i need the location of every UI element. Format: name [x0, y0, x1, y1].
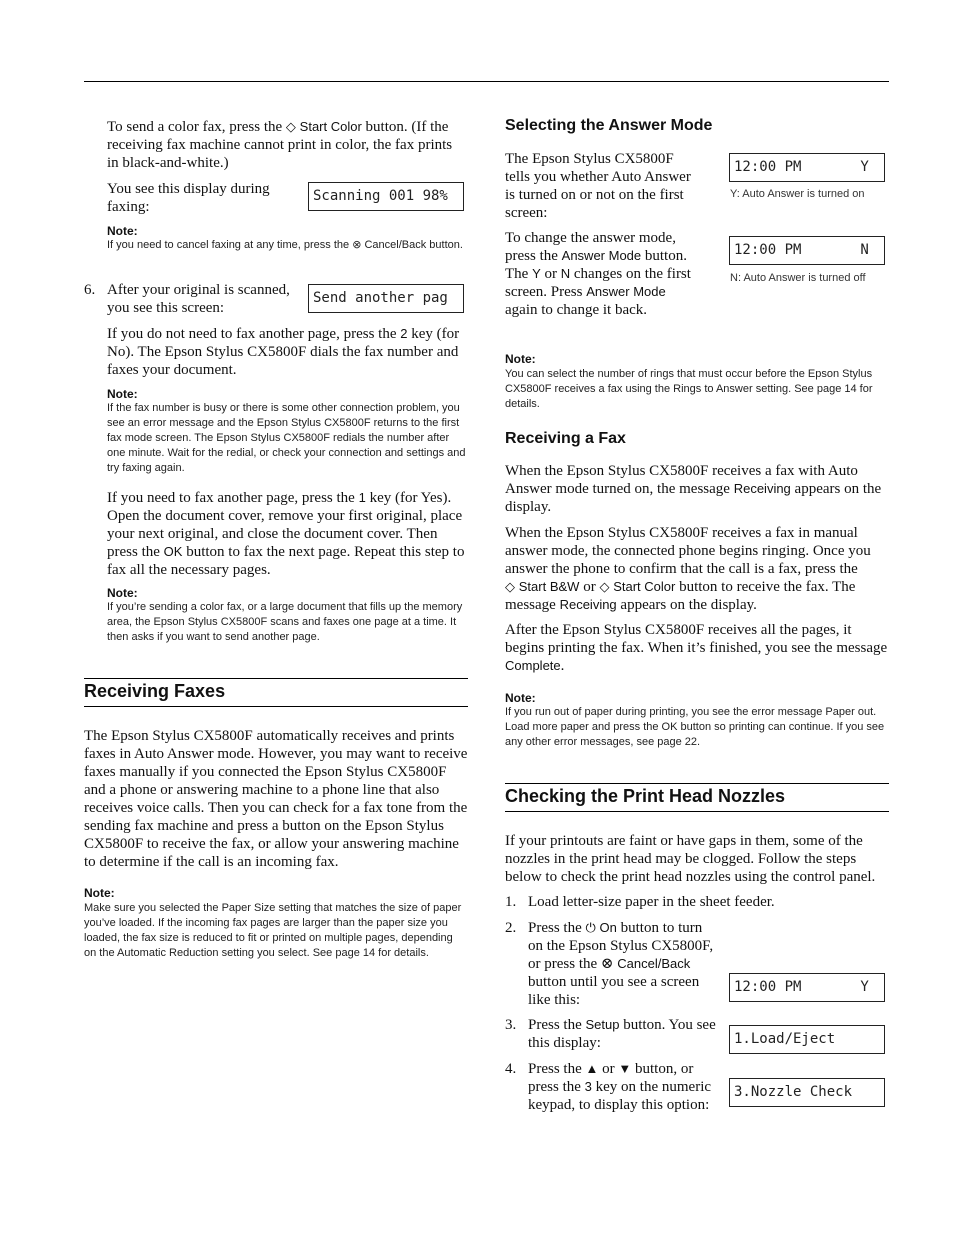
up-arrow-icon: ▲ [585, 1061, 599, 1076]
nozzles-paragraph: If your printouts are faint or have gaps in them, some of the nozzles in the print head may be clogged. Follow the steps below to check the print head nozzles using the control panel. [505, 833, 876, 885]
note-paper-size: Make sure you selected the Paper Size setting that matches the size of paper you’ve loaded. If the incoming fax pages are larger than the paper size you loaded, the fax size is reduced to fit or printed on multiple pages, depending on the Automatic Reduction setting you select. See page 14 for details. [84, 902, 462, 959]
no-fax-paragraph: If you do not need to fax another page, press the 2 key (for No). The Epson Stylus CX5800F dials the fax number and faxes your document. [107, 326, 460, 378]
lcd-step2: 12:00 PM Y [729, 973, 885, 1002]
color-fax-paragraph: To send a color fax, press the ◇ Start Color button. (If the receiving fax machine cannot print in color, the fax prints in black-and-white.) [107, 119, 453, 171]
heading-receiving-faxes: Receiving Faxes [84, 681, 226, 701]
another-page-paragraph: If you need to fax another page, press the 1 key (for Yes). Open the document cover, remove your first original, place your next original, and close the document cover. Then press the OK button to fax the next page. Repeat this step to fax all the necessary pages. [107, 490, 465, 578]
step3-text: Press the Setup button. You see this display: [528, 1017, 716, 1051]
tells-paragraph: The Epson Stylus CX5800F tells you whether Auto Answer is turned on or not on the first screen: [505, 151, 691, 221]
heading-answer-mode: Selecting the Answer Mode [505, 117, 713, 134]
note-color-fax: If you’re sending a color fax, or a large document that fills up the memory area, the Epson Stylus CX5800F scans and faxes one page at a time. It then asks if you want to send another page. [107, 601, 463, 643]
note-heading: Note: [107, 387, 138, 401]
heading-receiving-a-fax: Receiving a Fax [505, 430, 626, 447]
start-color-icon: ◇ [285, 119, 296, 134]
power-icon: ⏻ [585, 920, 596, 935]
heading-checking-nozzles: Checking the Print Head Nozzles [505, 786, 786, 806]
manual-answer-paragraph: When the Epson Stylus CX5800F receives a fax in manual answer mode, the connected phone begins ringing. Once you answer the phone to confirm that the call is a fax, press the ◇ Start B&W or ◇ Start Color button to receive the fax. The message Receiving appears on the display. [505, 525, 871, 613]
step-number: 2. [505, 920, 517, 936]
receiving-paragraph: The Epson Stylus CX5800F automatically receives and prints faxes in Auto Answer mode. However, you may want to receive faxes manually if you connected the Epson Stylus CX5800F and a phone or answering machine to a phone line that also receives voice calls. Then you can check for a fax tone from the sending fax machine and press a button on the Epson Stylus CX5800F to receive the fax, or allow your answering machine to determine if the call is an incoming fax. [84, 728, 468, 870]
step-number: 6. [84, 282, 96, 298]
note-heading: Note: [505, 352, 536, 366]
step-number: 1. [505, 894, 517, 910]
note-rings: You can select the number of rings that must occur before the Epson Stylus CX5800F receives a fax using the Rings to Answer setting. See page 14 for details. [505, 368, 873, 410]
section-rule-bottom [505, 811, 889, 812]
step2-text: Press the ⏻ On button to turn on the Epson Stylus CX5800F, or press the ⊗ Cancel/Back button until you see a screen like this: [528, 920, 714, 1008]
start-bw-icon: ◇ [505, 579, 515, 594]
header-rule [84, 81, 889, 82]
section-rule-top [84, 678, 468, 679]
caption-auto-answer-on: Y: Auto Answer is turned on [730, 188, 865, 200]
lcd-auto-answer-off: 12:00 PM N [729, 236, 885, 265]
step6-text: After your original is scanned, you see this screen: [107, 282, 290, 316]
lcd-step3: 1.Load/Eject [729, 1025, 885, 1054]
auto-answer-paragraph: When the Epson Stylus CX5800F receives a fax with Auto Answer mode turned on, the message Receiving appears on the display. [505, 463, 882, 515]
note-cancel-faxing: If you need to cancel faxing at any time, press the ⊗ Cancel/Back button. [107, 239, 463, 251]
cancel-icon: ⊗ [600, 956, 614, 972]
lcd-send-another: Send another pag [308, 284, 464, 313]
note-paper-out: If you run out of paper during printing, you see the error message Paper out. Load more paper and press the OK button so printing can continue. If you see any other error messages, see page 22. [505, 706, 885, 748]
section-rule-top [505, 783, 889, 784]
start-color-icon: ◇ [599, 579, 610, 594]
caption-auto-answer-off: N: Auto Answer is turned off [730, 272, 866, 284]
cancel-icon: ⊗ [352, 239, 362, 251]
step-number: 4. [505, 1061, 517, 1077]
note-heading: Note: [107, 224, 138, 238]
step-number: 3. [505, 1017, 517, 1033]
note-busy: If the fax number is busy or there is some other connection problem, you see an error message and the Epson Stylus CX5800F returns to the first fax mode screen. The Epson Stylus CX5800F redials the number after one minute. Wait for the redial, or check your connection and settings and try faxing again. [107, 402, 466, 474]
note-heading: Note: [505, 691, 536, 705]
lcd-scanning: Scanning 001 98% [308, 182, 464, 211]
after-paragraph: After the Epson Stylus CX5800F receives all the pages, it begins printing the fax. When it’s finished, you see the message Complete. [505, 622, 888, 674]
note-heading: Note: [84, 886, 115, 900]
step4-text: Press the ▲ or ▼ button, or press the 3 key on the numeric keypad, to display this option: [528, 1061, 712, 1113]
see-display-text: You see this display during faxing: [107, 181, 270, 215]
section-rule-bottom [84, 706, 468, 707]
note-heading: Note: [107, 586, 138, 600]
down-arrow-icon: ▼ [618, 1061, 632, 1076]
change-mode-paragraph: To change the answer mode, press the Answer Mode button. The Y or N changes on the first screen. Press Answer Mode again to change it back. [505, 230, 691, 318]
lcd-auto-answer-on: 12:00 PM Y [729, 153, 885, 182]
lcd-step4: 3.Nozzle Check [729, 1078, 885, 1107]
step1-text: Load letter-size paper in the sheet feeder. [528, 894, 775, 910]
